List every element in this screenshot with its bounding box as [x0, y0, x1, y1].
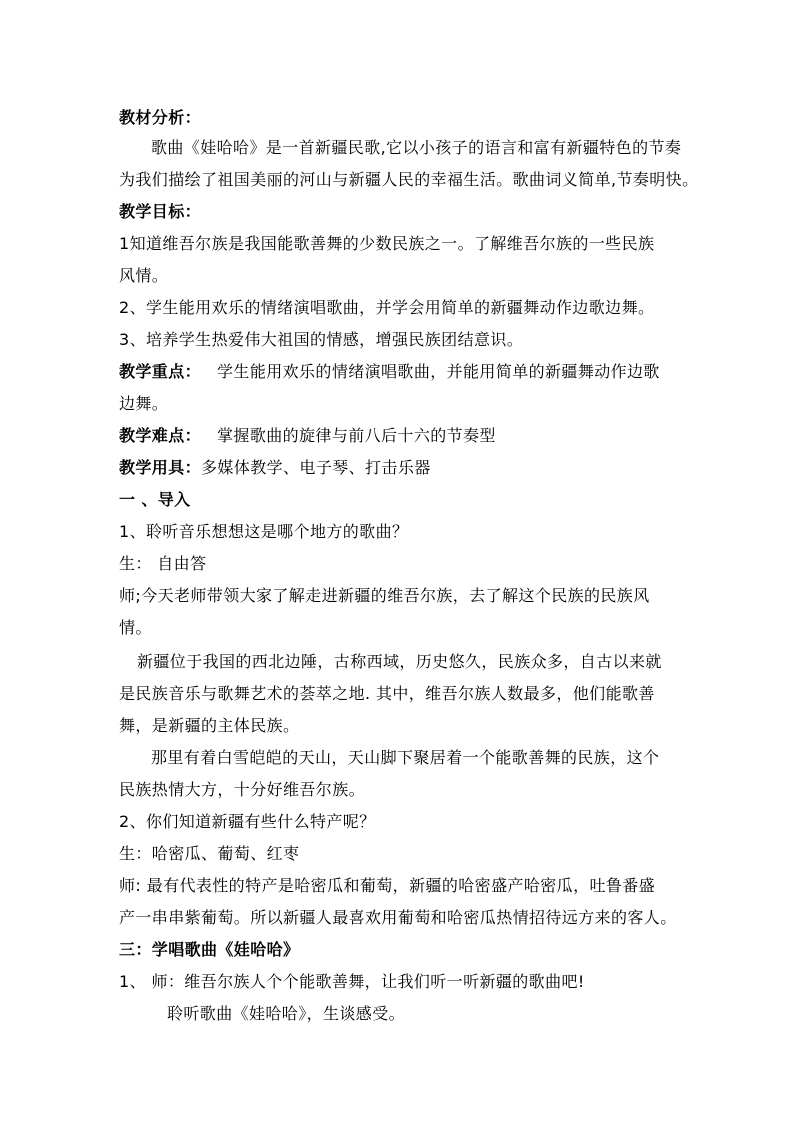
- teaching-focus-continuation: 边舞。: [119, 394, 169, 413]
- section-heading-teaching-goals: 教学目标：: [119, 202, 202, 221]
- paragraph-line: 2、你们知道新疆有些什么特产呢？: [119, 812, 376, 831]
- goal-item-continuation: 风情。: [119, 266, 169, 285]
- section-heading-learn-song: 三：学唱歌曲《娃哈哈》: [119, 940, 300, 959]
- paragraph-line: 师;今天老师带领大家了解走进新疆的维吾尔族，去了解这个民族的民族风: [119, 586, 650, 605]
- paragraph-line: 新疆位于我国的西北边陲，古称西域，历史悠久，民族众多，自古以来就: [137, 652, 662, 671]
- teaching-tools-line: [119, 458, 699, 478]
- teaching-focus-text: 学生能用欢乐的情绪演唱歌曲，并能用简单的新疆舞动作边歌: [217, 362, 660, 381]
- paragraph-line: 师: 最有代表性的特产是哈密瓜和葡萄，新疆的哈密盛产哈密瓜，吐鲁番盛: [119, 876, 656, 895]
- paragraph-line: 1、聆听音乐想想这是哪个地方的歌曲？: [119, 522, 409, 541]
- paragraph-line: 那里有着白雪皑皑的天山，天山脚下聚居着一个能歌善舞的民族，这个: [151, 748, 660, 767]
- paragraph-line: 情。: [119, 618, 152, 637]
- paragraph-line: 1、 师：维吾尔族人个个能歌善舞，让我们听一听新疆的歌曲吧!: [119, 972, 585, 991]
- paragraph-line: 聆听歌曲《娃哈哈》，生谈感受。: [167, 1004, 406, 1023]
- teaching-focus-label: 教学重点：: [119, 362, 202, 381]
- goal-item: 2、学生能用欢乐的情绪演唱歌曲，并学会用简单的新疆舞动作边歌边舞。: [119, 298, 655, 317]
- section-heading-textbook-analysis: 教材分析：: [119, 108, 202, 127]
- paragraph-line: 舞，是新疆的主体民族。: [119, 716, 300, 735]
- paragraph-line: 民族热情大方，十分好维吾尔族。: [119, 780, 366, 799]
- teaching-focus-line: [119, 362, 699, 382]
- teaching-difficulty-label: 教学难点：: [119, 426, 202, 445]
- goal-item: 1知道维吾尔族是我国能歌善舞的少数民族之一。了解维吾尔族的一些民族: [119, 234, 655, 253]
- teaching-tools-text: 多媒体教学、电子琴、打击乐器: [201, 458, 431, 477]
- paragraph-line: 歌曲《娃哈哈》是一首新疆民歌,它以小孩子的语言和富有新疆特色的节奏: [151, 138, 682, 157]
- paragraph-line: 生： 自由答: [119, 554, 207, 573]
- paragraph-line: 是民族音乐与歌舞艺术的荟萃之地. 其中，维吾尔族人数最多，他们能歌善: [119, 684, 655, 703]
- paragraph-line: 产一串串紫葡萄。所以新疆人最喜欢用葡萄和哈密瓜热情招待远方来的客人。: [119, 908, 677, 927]
- teaching-difficulty-text: 掌握歌曲的旋律与前八后十六的节奏型: [217, 426, 496, 445]
- teaching-difficulty-line: [119, 426, 699, 446]
- teaching-tools-label: 教学用具：: [119, 458, 202, 477]
- section-heading-introduction: 一 、导入: [119, 490, 191, 509]
- goal-item: 3、培养学生热爱伟大祖国的情感，增强民族团结意识。: [119, 330, 524, 349]
- paragraph-line: 为我们描绘了祖国美丽的河山与新疆人民的幸福生活。歌曲词义简单,节奏明快。: [119, 170, 699, 189]
- paragraph-line: 生：哈密瓜、葡萄、红枣: [119, 844, 300, 863]
